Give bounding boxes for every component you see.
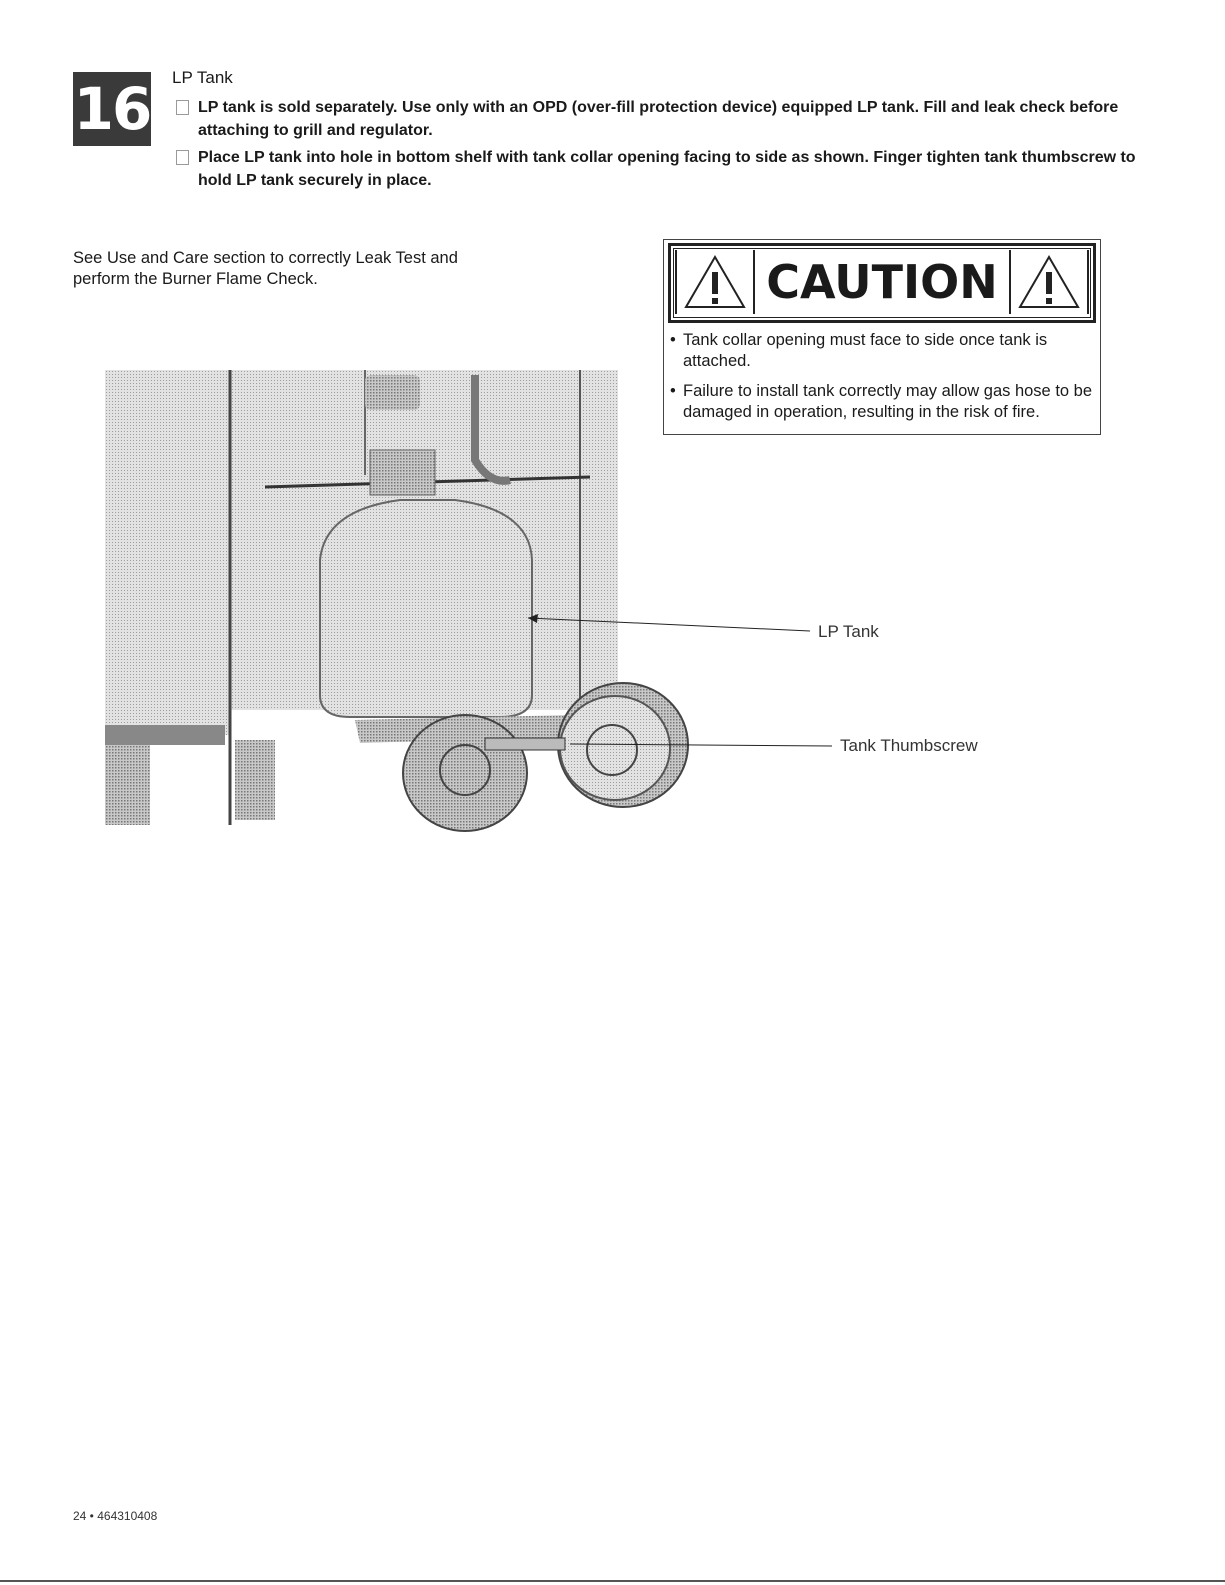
instruction-text: Place LP tank into hole in bottom shelf with tank collar opening facing to side as shown. Finger tighten tank thumbscrew to hold LP tank securely in place. bbox=[198, 149, 1136, 189]
wheel bbox=[403, 715, 527, 831]
instruction-item bbox=[176, 96, 1151, 142]
callout-label-lp-tank: LP Tank bbox=[818, 622, 879, 641]
instruction-text: LP tank is sold separately. Use only with an OPD (over-fill protection device) equipped LP tank. Fill and leak check before attaching to grill and regulator. bbox=[198, 99, 1119, 139]
cart-side-panel bbox=[105, 370, 230, 735]
bottom-rule bbox=[0, 1580, 1225, 1582]
cart-leg bbox=[235, 740, 275, 820]
callout-label-tank-thumbscrew: Tank Thumbscrew bbox=[840, 736, 978, 755]
tank-thumbscrew bbox=[485, 738, 565, 750]
lp-tank bbox=[320, 500, 532, 717]
step-number-badge: 16 bbox=[73, 72, 151, 146]
use-and-care-note: See Use and Care section to correctly Leak Test and perform the Burner Flame Check. bbox=[73, 249, 458, 288]
checkbox-icon bbox=[176, 150, 189, 165]
warning-triangle-icon bbox=[1009, 250, 1089, 314]
cart-upright bbox=[580, 370, 618, 700]
page-footer: 24 • 464310408 bbox=[73, 1509, 158, 1523]
cart-leg bbox=[105, 740, 150, 825]
grill-lp-tank-illustration bbox=[100, 365, 1000, 835]
caution-item: • Tank collar opening must face to side once tank is attached. bbox=[668, 330, 1098, 372]
warning-triangle-icon bbox=[675, 250, 755, 314]
instruction-item bbox=[176, 146, 1151, 192]
step-title: LP Tank bbox=[172, 68, 233, 87]
caution-item: • Failure to install tank correctly may allow gas hose to be damaged in operation, resulting in the risk of fire. bbox=[668, 381, 1098, 423]
caution-heading: CAUTION bbox=[766, 255, 998, 309]
caution-header bbox=[668, 243, 1096, 323]
checkbox-icon bbox=[176, 100, 189, 115]
